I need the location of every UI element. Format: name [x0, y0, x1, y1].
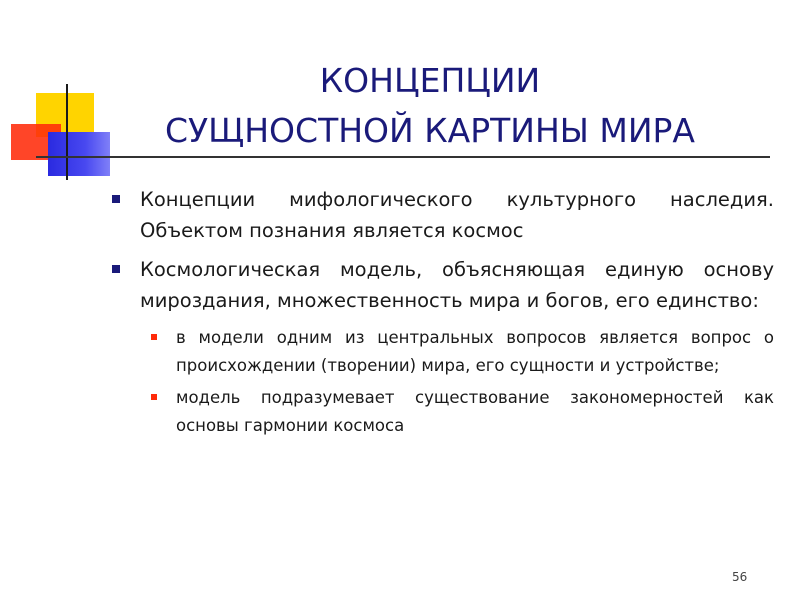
sub-bullet-item: [150, 384, 774, 440]
page-number: 56: [732, 570, 748, 584]
bullet-item: [108, 184, 774, 246]
sub-bullet-text: модель подразумевает существование закономерностей как основы гармонии космоса: [176, 388, 774, 435]
slide-title-line-2: СУЩНОСТНОЙ КАРТИНЫ МИРА: [165, 111, 695, 150]
bullet-item: [108, 254, 774, 316]
square-sub-bullet-icon: [151, 394, 157, 400]
bullet-text: Концепции мифологического культурного наследия. Объектом познания является космос: [140, 188, 774, 242]
square-bullet-icon: [112, 265, 120, 273]
square-bullet-icon: [112, 195, 120, 203]
title-divider-line: [36, 156, 770, 158]
slide-body: [108, 184, 774, 444]
slide-title-line-1: КОНЦЕПЦИИ: [319, 61, 541, 100]
bullet-text: Космологическая модель, объясняющая единую основу мироздания, множественность мира и богов, его единство:: [140, 258, 774, 312]
slide-title: [140, 56, 720, 156]
logo-blue-square: [48, 132, 110, 176]
square-sub-bullet-icon: [151, 334, 157, 340]
sub-bullet-item: [150, 324, 774, 380]
sub-bullet-text: в модели одним из центральных вопросов является вопрос о происхождении (творении) мира, его сущности и устройстве;: [176, 328, 774, 375]
logo-vertical-line: [66, 84, 68, 180]
